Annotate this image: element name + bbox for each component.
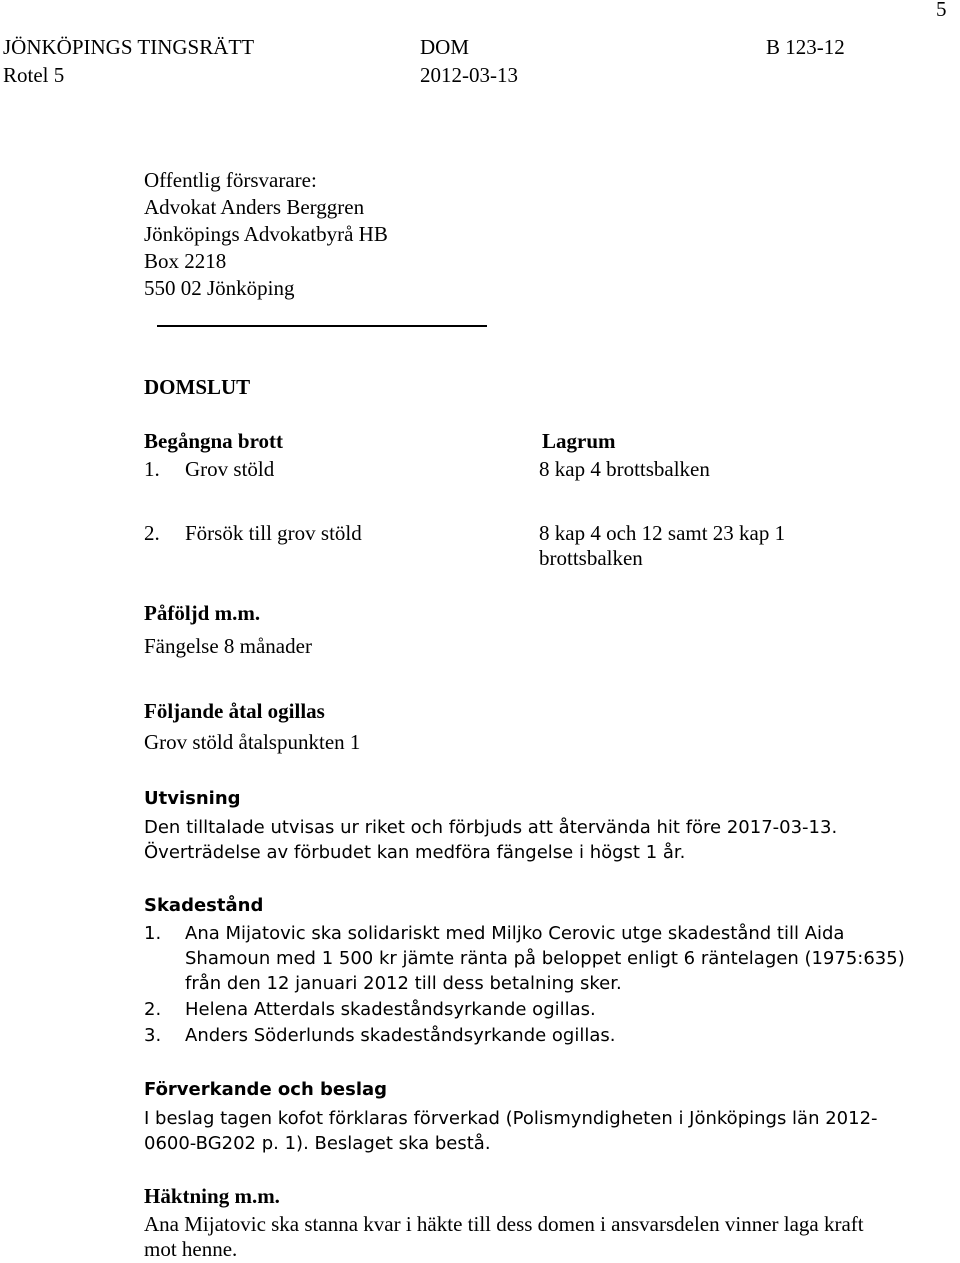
crime-law: 8 kap 4 brottsbalken — [539, 457, 710, 481]
domslut-title: DOMSLUT — [144, 375, 251, 399]
ogillas-title: Följande åtal ogillas — [144, 699, 325, 723]
haktning-line: mot henne. — [144, 1237, 238, 1261]
utvisning-line: Den tilltalade utvisas ur riket och förbjuds att återvända hit före 2017-03-13. — [144, 817, 838, 838]
division: Rotel 5 — [3, 63, 65, 87]
crime-name: Försök till grov stöld — [185, 521, 362, 545]
ogillas-text: Grov stöld åtalspunkten 1 — [144, 730, 361, 754]
crimes-header: Begångna brott — [144, 429, 284, 453]
pafoljd-title: Påföljd m.m. — [144, 601, 261, 625]
item-number: 3. — [144, 1025, 162, 1046]
forverkande-line: 0600-BG202 p. 1). Beslaget ska bestå. — [144, 1133, 491, 1154]
page-number: 5 — [936, 0, 947, 21]
case-number: B 123-12 — [766, 35, 845, 59]
crime-law: 8 kap 4 och 12 samt 23 kap 1 — [539, 521, 786, 545]
crime-name: Grov stöld — [185, 457, 275, 481]
item-text: från den 12 januari 2012 till dess betalning sker. — [185, 973, 622, 994]
divider-rule — [157, 325, 487, 327]
item-number: 2. — [144, 999, 162, 1020]
document-date: 2012-03-13 — [420, 63, 518, 87]
crime-law-continued: brottsbalken — [539, 546, 643, 570]
crime-number: 2. — [144, 521, 160, 545]
forverkande-line: I beslag tagen kofot förklaras förverkad (Polismyndigheten i Jönköpings län 2012- — [144, 1108, 878, 1129]
skadestand-title: Skadestånd — [144, 895, 264, 916]
address-line: Jönköpings Advokatbyrå HB — [144, 222, 388, 246]
forverkande-title: Förverkande och beslag — [144, 1079, 388, 1100]
law-header: Lagrum — [542, 429, 616, 453]
item-text: Anders Söderlunds skadeståndsyrkande ogillas. — [185, 1025, 616, 1046]
item-number: 1. — [144, 923, 162, 944]
item-text: Helena Atterdals skadeståndsyrkande ogillas. — [185, 999, 596, 1020]
haktning-title: Häktning m.m. — [144, 1184, 280, 1208]
item-text: Shamoun med 1 500 kr jämte ränta på beloppet enligt 6 räntelagen (1975:635) — [185, 948, 905, 969]
crime-number: 1. — [144, 457, 160, 481]
document-type: DOM — [420, 35, 470, 59]
utvisning-line: Överträdelse av förbudet kan medföra fängelse i högst 1 år. — [144, 842, 686, 863]
court-name: JÖNKÖPINGS TINGSRÄTT — [3, 35, 255, 59]
address-line: Offentlig försvarare: — [144, 168, 317, 192]
utvisning-title: Utvisning — [144, 788, 241, 809]
address-line: Box 2218 — [144, 249, 227, 273]
address-line: Advokat Anders Berggren — [144, 195, 365, 219]
item-text: Ana Mijatovic ska solidariskt med Miljko Cerovic utge skadestånd till Aida — [185, 923, 845, 944]
address-line: 550 02 Jönköping — [144, 276, 295, 300]
pafoljd-text: Fängelse 8 månader — [144, 634, 312, 658]
haktning-line: Ana Mijatovic ska stanna kvar i häkte till dess domen i ansvarsdelen vinner laga kraft — [144, 1212, 864, 1236]
